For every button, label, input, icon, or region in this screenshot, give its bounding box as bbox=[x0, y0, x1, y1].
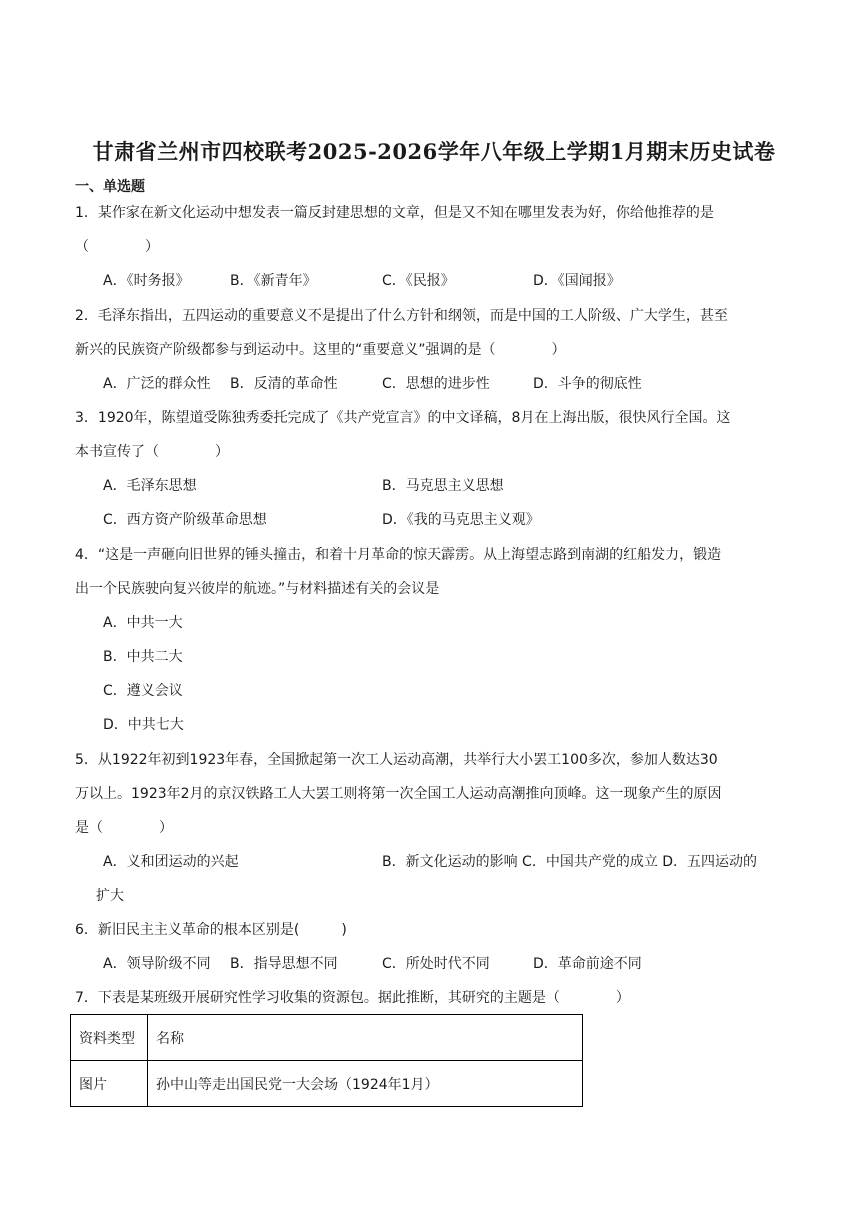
table-row bbox=[71, 1061, 583, 1107]
q3-option-a[interactable]: A．毛泽东思想 bbox=[103, 478, 197, 494]
q6-option-d[interactable]: D．革命前途不同 bbox=[533, 956, 642, 972]
question-2-text-cont: 新兴的民族资产阶级都参与到运动中。这里的“重要意义”强调的是（ ） bbox=[75, 342, 566, 358]
q2-option-b[interactable]: B．反清的革命性 bbox=[230, 376, 338, 392]
q4-option-d[interactable]: D．中共七大 bbox=[103, 717, 184, 733]
q1-option-a[interactable]: A．《时务报》 bbox=[103, 273, 190, 289]
question-3-text: 3．1920年，陈望道受陈独秀委托完成了《共产党宣言》的中文译稿，8月在上海出版，很快风行全国。这 bbox=[75, 410, 731, 426]
table-header-cell: 资料类型 bbox=[71, 1015, 148, 1061]
q4-option-a[interactable]: A．中共一大 bbox=[103, 615, 183, 631]
question-5-text-end: 是（ ） bbox=[75, 820, 173, 836]
q6-option-b[interactable]: B．指导思想不同 bbox=[230, 956, 338, 972]
question-5-text: 5．从1922年初到1923年春，全国掀起第一次工人运动高潮，共举行大小罢工100多次，参加人数达30 bbox=[75, 752, 718, 768]
question-3-text-cont: 本书宣传了（ ） bbox=[75, 444, 229, 460]
q5-option-a[interactable]: A．义和团运动的兴起 bbox=[103, 854, 239, 870]
q1-option-d[interactable]: D．《国闻报》 bbox=[533, 273, 621, 289]
q3-option-b[interactable]: B．马克思主义思想 bbox=[382, 478, 504, 494]
table-cell: 孙中山等走出国民党一大会场（1924年1月） bbox=[148, 1061, 583, 1107]
question-4-text-cont: 出一个民族驶向复兴彼岸的航迹。”与材料描述有关的会议是 bbox=[75, 581, 440, 597]
q5-option-d-wrap: 扩大 bbox=[96, 888, 124, 904]
q2-option-a[interactable]: A．广泛的群众性 bbox=[103, 376, 211, 392]
question-4-text: 4．“这是一声砸向旧世界的锤头撞击，和着十月革命的惊天霹雳。从上海望志路到南湖的红船发力，锻造 bbox=[75, 547, 722, 563]
exam-title: 甘肃省兰州市四校联考2025-2026学年八年级上学期1月期末历史试卷 bbox=[92, 139, 776, 164]
q2-option-c[interactable]: C．思想的进步性 bbox=[382, 376, 490, 392]
q3-option-d[interactable]: D．《我的马克思主义观》 bbox=[382, 512, 540, 528]
question-1-blank: （ ） bbox=[75, 239, 159, 255]
q1-option-b[interactable]: B．《新青年》 bbox=[230, 273, 317, 289]
q5-options-bcd[interactable]: B．新文化运动的影响 C．中国共产党的成立 D．五四运动的 bbox=[382, 854, 758, 870]
question-6-text: 6．新旧民主主义革命的根本区别是( ) bbox=[75, 922, 347, 938]
q2-option-d[interactable]: D．斗争的彻底性 bbox=[533, 376, 642, 392]
table-header-cell: 名称 bbox=[148, 1015, 583, 1061]
table-cell: 图片 bbox=[71, 1061, 148, 1107]
table-header-row bbox=[71, 1015, 583, 1061]
q4-option-c[interactable]: C．遵义会议 bbox=[103, 683, 183, 699]
q6-option-c[interactable]: C．所处时代不同 bbox=[382, 956, 490, 972]
question-1-text: 1．某作家在新文化运动中想发表一篇反封建思想的文章，但是又不知在哪里发表为好，你给他推荐的是 bbox=[75, 205, 714, 221]
question-5-text-cont: 万以上。1923年2月的京汉铁路工人大罢工则将第一次全国工人运动高潮推向顶峰。这一现象产生的原因 bbox=[75, 786, 722, 802]
question-2-text: 2．毛泽东指出，五四运动的重要意义不是提出了什么方针和纲领，而是中国的工人阶级、广大学生，甚至 bbox=[75, 308, 728, 324]
q1-option-c[interactable]: C．《民报》 bbox=[382, 273, 455, 289]
section-heading: 一、单选题 bbox=[75, 179, 145, 195]
question-7-text: 7．下表是某班级开展研究性学习收集的资源包。据此推断，其研究的主题是（ ） bbox=[75, 990, 630, 1006]
q3-option-c[interactable]: C．西方资产阶级革命思想 bbox=[103, 512, 267, 528]
q6-option-a[interactable]: A．领导阶级不同 bbox=[103, 956, 211, 972]
resource-table bbox=[70, 1014, 583, 1107]
q4-option-b[interactable]: B．中共二大 bbox=[103, 649, 183, 665]
